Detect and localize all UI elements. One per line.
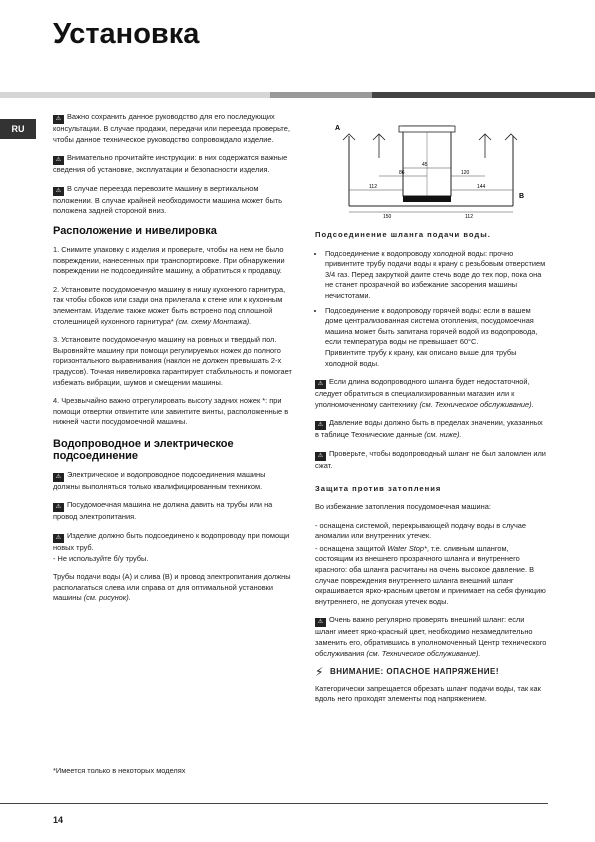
- warning-paragraph: ⚠Очень важно регулярно проверять внешний шланг: если шланг имеет ярко-красный цвет, необходимо незамедлительно заменить его, обратившись в уполномоченный Центр технического обслуживания (см. Техническое обслуживание).: [315, 615, 547, 659]
- header-bar-segment: [270, 92, 372, 98]
- section-title-placement: Расположение и нивелировка: [53, 224, 217, 237]
- warning-icon: [53, 156, 64, 165]
- right-column: [315, 118, 547, 713]
- flood-item: - оснащена системой, перекрывающей подачу воды в случае аномалии или внутренних утечек.: [315, 520, 527, 541]
- reference-text: (см. Техническое обслуживание).: [366, 648, 481, 658]
- footnote: *Имеется только в некоторых моделях: [53, 766, 186, 775]
- dim-150: 150: [383, 214, 392, 220]
- list-item: • Подсоединение к водопроводу холодной воды: прочно привинтите трубу подачи воды к крану с резьбовым отверстием 3/4 газ. Перед закруткой даите стечь воде до тех пор, пока она не станет прозрачной во избежание засорения машины нечистотами.: [325, 249, 547, 302]
- warning-paragraph: ⚠Давление воды должно быть в пределах значении, указанных в таблице Технические данные (см. ниже).: [315, 418, 547, 441]
- page-title: Установка: [53, 18, 200, 50]
- reference-text: (см. схему Монтажа).: [175, 316, 252, 326]
- warning-icon: [315, 452, 326, 461]
- warning-icon: [53, 187, 64, 196]
- reference-text: (см. рисунок).: [83, 593, 131, 603]
- warning-paragraph: ⚠Изделие должно быть подсоединено к водопроводу при помощи новых труб. - Не используйте б/у трубы.: [53, 531, 293, 564]
- warning-paragraph: ⚠Если длина водопроводного шланга будет недостаточной, следует обратиться в специализированныи магазин или к уполномоченному сантехнику (см. Техническое обслуживание).: [315, 377, 547, 410]
- warning-paragraph: ⚠Электрическое и водопроводное подсоединения машины должны выполняться только квалифицированным техником.: [53, 470, 293, 493]
- brand-text: Water Stop*: [387, 543, 427, 553]
- dim-86: 86: [399, 170, 405, 176]
- page-number: 14: [53, 815, 64, 825]
- warning-icon: [315, 618, 326, 627]
- dim-144: 144: [477, 184, 486, 190]
- warning-icon: [315, 380, 326, 389]
- section-title-flood: Защита против затопления: [315, 483, 442, 493]
- machine-base: [403, 196, 451, 202]
- reference-text: (см. ниже).: [424, 430, 462, 440]
- reference-text: (см. Техническое обслуживание).: [419, 399, 534, 409]
- label-a: A: [335, 125, 341, 132]
- voltage-warning-title: ⚡ ВНИМАНИЕ: ОПАСНОЕ НАПРЯЖЕНИЕ!: [315, 665, 499, 680]
- installation-diagram: [333, 118, 533, 220]
- flood-intro: Во избежание затопления посудомоечная машина:: [315, 502, 491, 512]
- warning-icon: [315, 421, 326, 430]
- installation-diagram-svg: [333, 118, 533, 220]
- list-item: • Подсоединение к водопроводу горячей воды: если в вашем доме централизованная система отопления, посудомоечная машина может быть запитана горячей водой из водопровода, если температура воды не превышает 60°С. Привинтите трубу к крану, как описано выше для трубы холодной воды.: [325, 306, 547, 370]
- voltage-warning-text: Категорически запрещается обрезать шланг подачи воды, так как вдоль него проходят элементы под напряжением.: [315, 683, 541, 704]
- warning-paragraph: ⚠В случае переезда перевозите машину в вертикальном положении. В случае крайней необходимости машина может быть положена задней стороной вниз.: [53, 184, 293, 217]
- left-column: [53, 112, 293, 612]
- section-title-connection: Водопроводное и электрическое подсоединение: [53, 437, 234, 462]
- step-paragraph: 2. Установите посудомоечную машину в нишу кухонного гарнитура, так чтобы сбоков или сзади она прилегала к стене или к кухонным элементам. Изделие также может быть встроено под сплошной столешницей кухонного гарнитура* (см. схему Монтажа).: [53, 284, 286, 326]
- label-b: B: [519, 193, 525, 200]
- warning-icon: [53, 503, 64, 512]
- warning-paragraph: ⚠Внимательно прочитайте инструкции: в них содержатся важные сведения об установке, эксплуатации и безопасности изделия.: [53, 153, 293, 176]
- flood-item: - оснащена защитой Water Stop*, т.е. сливным шлангом, состоящим из внешнего прозрачного шланга и внутреннего красного: оба шланга расчитаны на очень высокое давление. В случае повреждения внутреннего шланга внешний шланг окрашивается ярко-красным цветом и принимает на себя функцию внутреннего, не допуская утечек воды.: [315, 543, 546, 606]
- warning-paragraph: ⚠Проверьте, чтобы водопроводный шланг не был заломлен или сжат.: [315, 449, 547, 472]
- header-bar: [0, 92, 595, 98]
- dim-112: 112: [465, 214, 473, 220]
- warning-icon: [53, 534, 64, 543]
- step-paragraph: 3. Установите посудомоечную машину на ровных и твердый пол. Выровняйте машину при помощи регулируемых ножек до полного горизонтального выравнивания (наклон не должен превышать 2-х градусов). Точная нивелировка гарантирует стабильность и помогает избежать вибрации, шумов и смещении машины.: [53, 335, 292, 387]
- footer-divider: [0, 803, 548, 804]
- pipes-paragraph: Трубы подачи воды (А) и слива (В) и провод электропитания должны располагаться слева или справа от для оптимальной установки машины (см. рисунок).: [53, 572, 291, 603]
- lightning-icon: ⚡: [315, 665, 324, 680]
- drain-b-icon: [505, 134, 517, 140]
- hose-list: [315, 249, 547, 370]
- header-bar-segment: [372, 92, 595, 98]
- dim-120: 120: [461, 170, 470, 176]
- dim-112: 112: [369, 184, 377, 190]
- step-paragraph: 1. Снимите упаковку с изделия и проверьте, чтобы на нем не было повреждении, нанесенных при транспортировке. При обнаружении повреждении не подсоединяйте машину, а обратиться к продавцу.: [53, 244, 285, 276]
- section-title-hose: Подсоединение шланга подачи воды.: [315, 230, 491, 239]
- language-badge: RU: [0, 119, 36, 139]
- worktop: [399, 126, 455, 132]
- warning-paragraph: ⚠Посудомоечная машина не должна давить на трубы или на провод электропитания.: [53, 500, 293, 523]
- warning-icon: [53, 473, 64, 482]
- step-paragraph: 4. Чрезвычайно важно отрегулировать высоту задних ножек *: при помощи отвертки отвинтите или завинтите винты, расположенные в нижней части посудомоечной машины.: [53, 396, 289, 427]
- warning-icon: [53, 115, 64, 124]
- warning-paragraph: ⚠Важно сохранить данное руководство для его последующих консультации. В случае продажи, передачи или переезда проверьте, чтобы данное техническое руководство сопровождало изделие.: [53, 112, 293, 145]
- dim-45: 45: [422, 162, 428, 168]
